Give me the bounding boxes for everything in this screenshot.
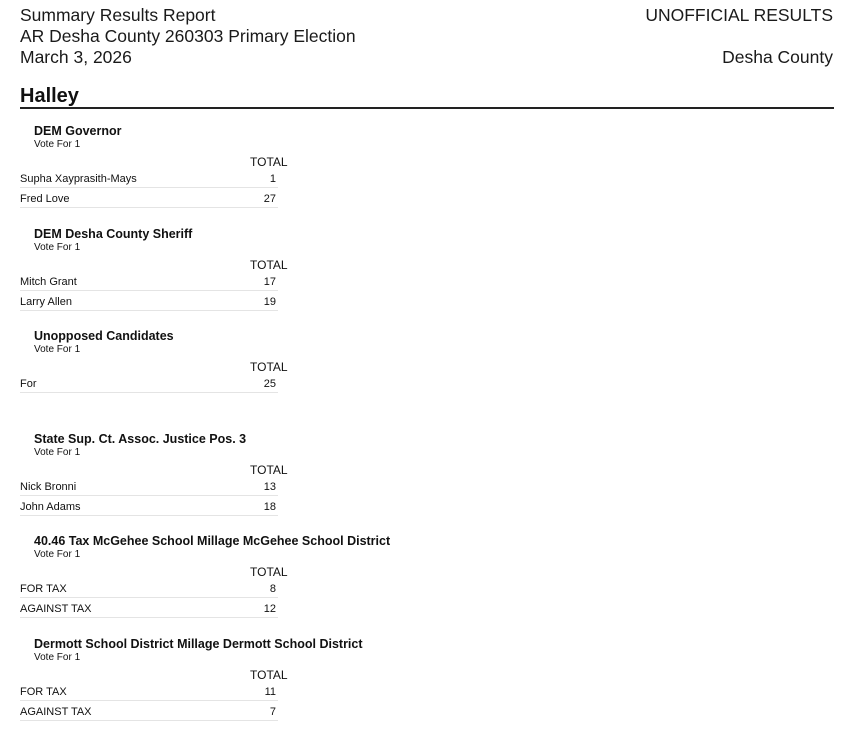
vote-for-label: Vote For 1	[34, 139, 81, 150]
candidate-votes: 12	[263, 603, 276, 616]
election-name: AR Desha County 260303 Primary Election	[20, 26, 356, 46]
candidate-row	[20, 274, 278, 291]
total-column-header: TOTAL	[250, 360, 288, 375]
precinct-title: Halley	[20, 85, 79, 107]
candidate-row	[20, 171, 278, 188]
candidate-row	[20, 376, 278, 393]
election-date: March 3, 2026	[20, 47, 132, 67]
contest-section	[0, 635, 850, 738]
candidate-votes: 25	[263, 378, 276, 391]
candidate-votes: 13	[263, 480, 276, 493]
report-title: Summary Results Report	[20, 5, 216, 25]
candidate-votes: 1	[269, 173, 276, 185]
candidate-votes: 11	[264, 685, 276, 698]
results-status: UNOFFICIAL RESULTS	[645, 5, 833, 25]
candidate-row	[20, 479, 278, 496]
contest-title: DEM Governor	[34, 124, 122, 138]
contest-section	[0, 122, 850, 225]
total-column-header: TOTAL	[250, 257, 288, 272]
contest-section	[0, 225, 850, 328]
contest-section	[0, 532, 850, 635]
contest-list	[0, 122, 850, 738]
candidate-votes: 7	[269, 705, 276, 718]
candidate-row	[20, 601, 278, 618]
candidate-votes: 17	[263, 275, 276, 288]
vote-for-label: Vote For 1	[34, 549, 81, 561]
candidate-name: Larry Allen	[20, 295, 72, 308]
candidate-name: Supha Xayprasith-Mays	[20, 173, 137, 185]
vote-for-label: Vote For 1	[34, 651, 81, 663]
candidate-name: FOR TAX	[20, 583, 67, 596]
candidate-name: For	[20, 378, 37, 391]
precinct-divider	[20, 107, 834, 109]
contest-title: Unopposed Candidates	[34, 329, 174, 344]
candidate-votes: 18	[263, 500, 276, 513]
candidate-row	[20, 294, 278, 311]
contest-title: DEM Desha County Sheriff	[34, 226, 193, 241]
jurisdiction: Desha County	[722, 47, 833, 67]
candidate-name: Mitch Grant	[20, 275, 77, 288]
candidate-name: AGAINST TAX	[20, 603, 92, 616]
candidate-row	[20, 684, 278, 701]
vote-for-label: Vote For 1	[34, 241, 81, 253]
total-column-header: TOTAL	[250, 667, 288, 682]
total-column-header: TOTAL	[250, 462, 288, 477]
contest-section	[0, 430, 850, 533]
contest-title: Dermott School District Millage Dermott School District	[34, 636, 363, 651]
candidate-row	[20, 581, 278, 598]
contest-title: 40.46 Tax McGehee School Millage McGehee School District	[34, 534, 391, 549]
total-column-header: TOTAL	[250, 565, 288, 580]
candidate-votes: 27	[263, 193, 276, 205]
vote-for-label: Vote For 1	[34, 446, 81, 458]
candidate-name: Fred Love	[20, 193, 70, 205]
contest-title: State Sup. Ct. Assoc. Justice Pos. 3	[34, 431, 247, 446]
total-column-header: TOTAL	[250, 155, 288, 169]
candidate-name: AGAINST TAX	[20, 705, 92, 718]
contest-section	[0, 327, 850, 430]
candidate-name: John Adams	[20, 500, 81, 513]
candidate-row	[20, 191, 278, 208]
candidate-name: Nick Bronni	[20, 480, 77, 493]
candidate-votes: 8	[269, 583, 276, 596]
candidate-row	[20, 499, 278, 516]
candidate-votes: 19	[263, 295, 276, 308]
candidate-name: FOR TAX	[20, 685, 67, 698]
candidate-row	[20, 704, 278, 721]
vote-for-label: Vote For 1	[34, 344, 81, 356]
